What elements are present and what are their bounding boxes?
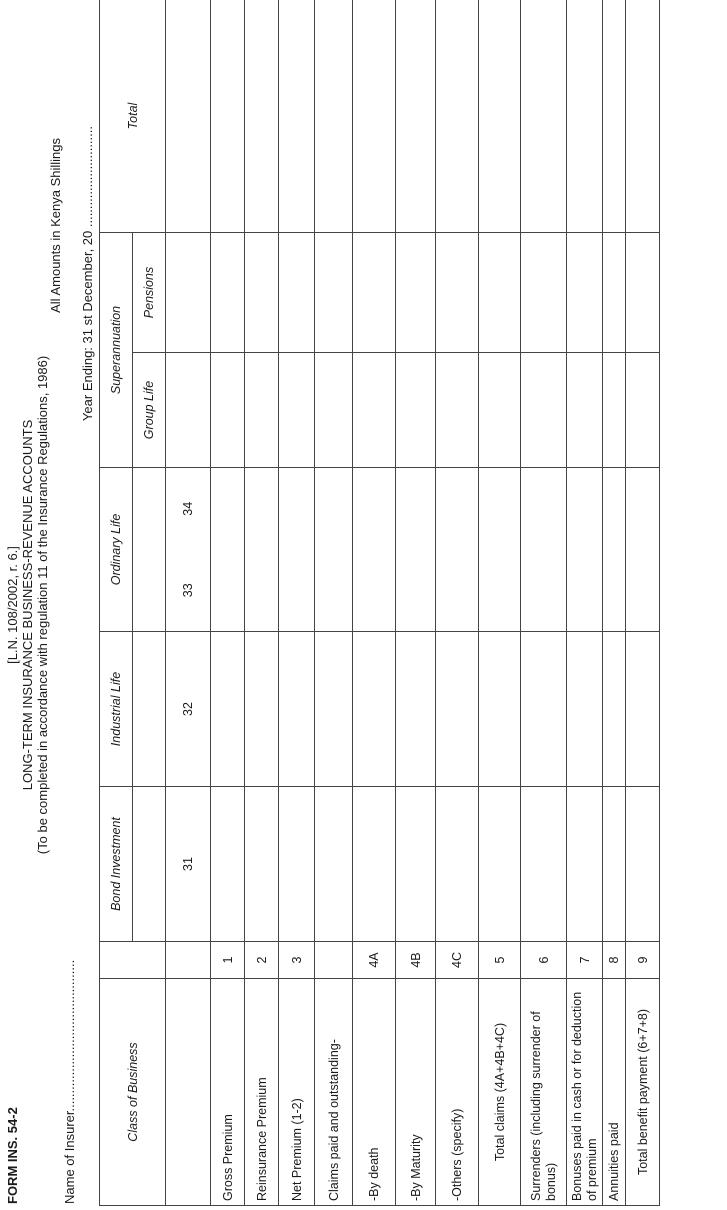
row-number bbox=[315, 942, 353, 979]
table-row bbox=[211, 0, 245, 1206]
row-label: Total benefit payment (6+7+8) bbox=[626, 979, 660, 1206]
revenue-accounts-table bbox=[99, 0, 660, 1206]
header-bond-investment: Bond Investment bbox=[100, 787, 133, 942]
row-number: 5 bbox=[479, 942, 521, 979]
row-label: Bonuses paid in cash or for deduction of premium bbox=[567, 979, 603, 1206]
table-row bbox=[436, 0, 479, 1206]
table-row bbox=[567, 0, 603, 1206]
document-title: LONG-TERM INSURANCE BUSINESS-REVENUE ACCOUNTS bbox=[20, 419, 35, 791]
row-number: 6 bbox=[521, 942, 567, 979]
row-number: 8 bbox=[603, 942, 626, 979]
legal-reference: [L.N. 108/2002, r. 6.] bbox=[5, 546, 20, 664]
row-number: 9 bbox=[626, 942, 660, 979]
row-number: 4C bbox=[436, 942, 479, 979]
row-number: 7 bbox=[567, 942, 603, 979]
row-number: 1 bbox=[211, 942, 245, 979]
column-number-32: 32 bbox=[166, 632, 211, 787]
row-number: 2 bbox=[245, 942, 279, 979]
document-subtitle: (To be completed in accordance with regulation 11 of the Insurance Regulations, 1986) bbox=[35, 355, 50, 855]
table-row bbox=[479, 0, 521, 1206]
table-row bbox=[396, 0, 436, 1206]
row-label: Surrenders (including surrender of bonus) bbox=[521, 979, 567, 1206]
header-superannuation: Superannuation bbox=[100, 233, 133, 468]
row-number: 4A bbox=[353, 942, 396, 979]
row-label: Claims paid and outstanding- bbox=[315, 979, 353, 1206]
row-label: -By death bbox=[353, 979, 396, 1206]
column-number-34: 34 bbox=[166, 468, 211, 550]
amounts-note: All Amounts in Kenya Shillings bbox=[48, 138, 63, 313]
form-title: FORM INS. 54-2 bbox=[5, 1107, 20, 1204]
header-industrial-life: Industrial Life bbox=[100, 632, 133, 787]
insurer-name-field[interactable]: Name of Insurer.......................................... bbox=[62, 959, 77, 1204]
row-number: 3 bbox=[279, 942, 315, 979]
table-row bbox=[279, 0, 315, 1206]
column-number-31: 31 bbox=[166, 787, 211, 942]
row-label: -By Maturity bbox=[396, 979, 436, 1206]
row-label: Annuities paid bbox=[603, 979, 626, 1206]
header-total: Total bbox=[100, 0, 166, 233]
column-number-33: 33 bbox=[166, 550, 211, 632]
header-ordinary-life: Ordinary Life bbox=[100, 468, 133, 632]
header-group-life: Group Life bbox=[133, 353, 166, 468]
header-class-of-business: Class of Business bbox=[100, 979, 166, 1206]
year-ending-field[interactable]: Year Ending: 31 st December, 20 ............................ bbox=[80, 126, 95, 422]
table-row bbox=[626, 0, 660, 1206]
table-row bbox=[353, 0, 396, 1206]
table-row bbox=[315, 0, 353, 1206]
row-label: Total claims (4A+4B+4C) bbox=[479, 979, 521, 1206]
row-label: Reinsurance Premium bbox=[245, 979, 279, 1206]
row-label: -Others (specify) bbox=[436, 979, 479, 1206]
row-number: 4B bbox=[396, 942, 436, 979]
table-row bbox=[603, 0, 626, 1206]
table-row bbox=[245, 0, 279, 1206]
row-label: Gross Premium bbox=[211, 979, 245, 1206]
row-label: Net Premium (1-2) bbox=[279, 979, 315, 1206]
table-row bbox=[521, 0, 567, 1206]
header-pensions: Pensions bbox=[133, 233, 166, 353]
